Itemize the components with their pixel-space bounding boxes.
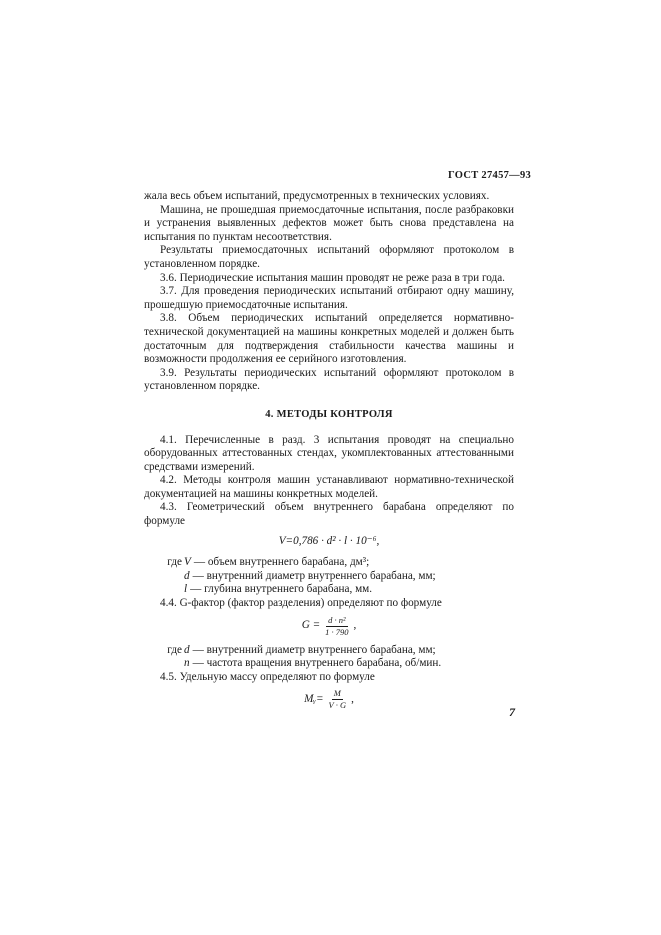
paragraph-4-4: 4.4. G-фактор (фактор разделения) определяют по формуле xyxy=(160,597,442,610)
paragraph: Результаты приемосдаточных испытаний оформляют протоколом в установленном порядке. xyxy=(144,244,514,270)
definition-text: — внутренний диаметр внутреннего барабана, мм; xyxy=(192,569,436,582)
paragraph: Машина, не прошедшая приемосдаточные испытания, после разбраковки и устранения выявленных дефектов может быть снова представлена на испытания по пунктам несоответствия. xyxy=(144,203,514,243)
definition-row xyxy=(144,570,514,584)
fraction-denominator: 1 · 790 xyxy=(325,626,349,637)
definition-text: — частота вращения внутреннего барабана, об/мин. xyxy=(192,657,442,670)
definition-lead xyxy=(144,570,184,584)
definitions-volume xyxy=(144,556,514,597)
page-body xyxy=(144,190,514,717)
fraction xyxy=(327,688,349,711)
paragraph-4-2: 4.2. Методы контроля машин устанавливают нормативно-технической документацией на машины конкретных моделей. xyxy=(144,474,514,500)
section-heading: 4. МЕТОДЫ КОНТРОЛЯ xyxy=(265,408,393,420)
formula-lhs: G = xyxy=(301,619,321,632)
definition-symbol: l xyxy=(184,583,188,596)
paragraph-3-7: 3.7. Для проведения периодических испытаний отбирают одну машину, прошедшую приемосдаточные испытания. xyxy=(144,285,514,311)
paragraph-4-1: 4.1. Перечисленные в разд. 3 испытания проводят на специально оборудованных аттестованных стендах, укомплектованных аттестованными средствами измерений. xyxy=(144,433,514,473)
definition-lead: где xyxy=(167,556,182,569)
paragraph-4-5: 4.5. Удельную массу определяют по формуле xyxy=(160,670,375,683)
definition-lead xyxy=(144,657,184,671)
definition-symbol: V xyxy=(184,556,191,569)
definition-symbol: n xyxy=(184,657,190,670)
fraction-denominator: V · G xyxy=(328,700,347,711)
definition-text: — глубина внутреннего барабана, мм. xyxy=(190,583,373,596)
definition-lead xyxy=(144,583,184,597)
paragraph-4-3: 4.3. Геометрический объем внутреннего барабана определяют по формуле xyxy=(144,501,514,528)
formula-tail: , xyxy=(353,619,357,632)
definition-row xyxy=(144,657,514,671)
formula-specific-mass xyxy=(144,688,514,711)
definition-text: — объем внутреннего барабана, дм³; xyxy=(193,556,370,569)
formula-lhs: Mᵧ= xyxy=(304,693,324,706)
definition-row xyxy=(144,556,514,570)
fraction xyxy=(323,615,350,638)
definition-lead: где xyxy=(167,643,182,656)
page-number: 7 xyxy=(509,705,515,719)
definition-symbol: d xyxy=(184,643,190,656)
formula-tail: , xyxy=(351,693,354,706)
definition-row xyxy=(144,644,514,658)
definitions-g-factor xyxy=(144,644,514,671)
paragraph-3-6: 3.6. Периодические испытания машин проводят не реже раза в три года. xyxy=(160,271,505,284)
standard-number: ГОСТ 27457—93 xyxy=(448,170,532,181)
formula-g-factor xyxy=(144,615,514,638)
definition-row xyxy=(144,583,514,597)
paragraph-3-9: 3.9. Результаты периодических испытаний оформляют протоколом в установленном порядке. xyxy=(144,366,514,393)
fraction-numerator: d · n² xyxy=(328,614,346,625)
fraction-numerator: M xyxy=(333,688,341,699)
definition-symbol: d xyxy=(184,569,190,582)
formula-volume: V=0,786 · d² · l · 10⁻⁶, xyxy=(278,534,380,547)
paragraph-3-8: 3.8. Объем периодических испытаний определяется нормативно-технической документацией на машины конкретных моделей и должен быть достаточным для подтверждения стабильности качества машины и возможности продолжения ее серийного изготовления. xyxy=(144,312,514,366)
definition-text: — внутренний диаметр внутреннего барабана, мм; xyxy=(192,643,436,656)
paragraph: жала весь объем испытаний, предусмотренных в технических условиях. xyxy=(144,190,490,202)
